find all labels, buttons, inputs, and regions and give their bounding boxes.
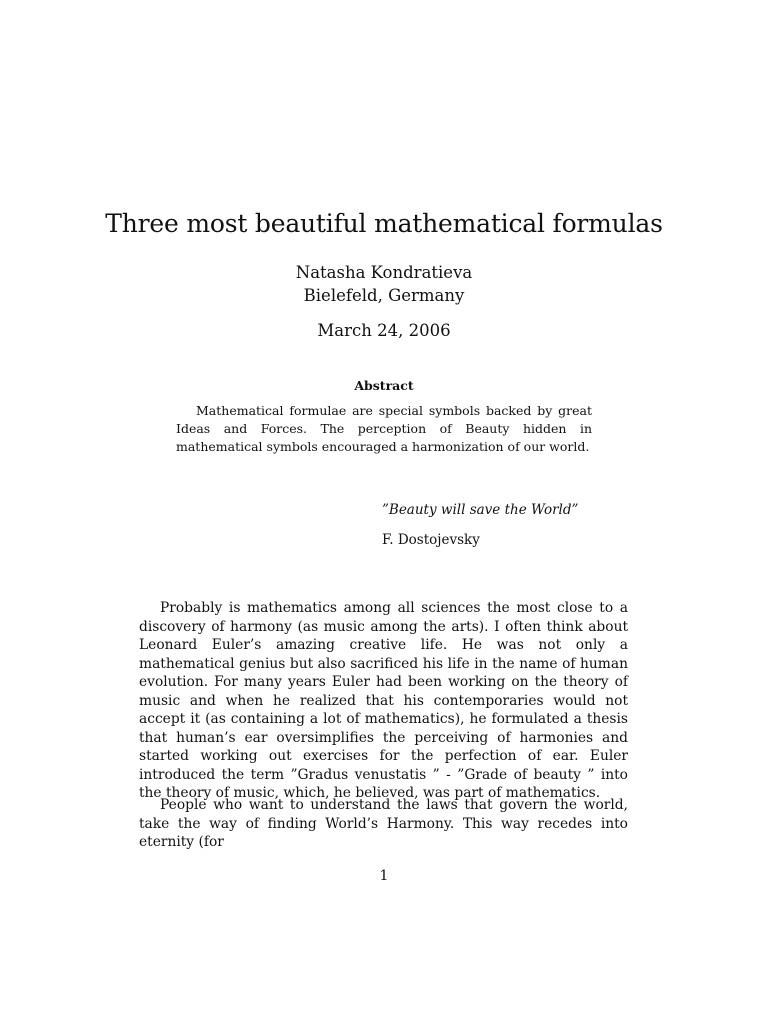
epigraph-attribution: F. Dostojevsky <box>382 532 480 548</box>
author-name: Natasha Kondratieva <box>295 263 473 282</box>
paper-title: Three most beautiful mathematical formulas <box>105 209 663 238</box>
body-paragraph: Probably is mathematics among all sciences the most close to a discovery of harmony (as music among the arts). I often think about Leonard Euler’s amazing creative life. He was not only a mathematical genius but also sacrificed his life in the name of human evolution. For many years Euler had been working on the theory of music and when he realized that his contemporaries would not accept it (as containing a lot of mathematics), he formulated a thesis that human’s ear oversimplifies the perceiving of harmonies and started working out exercises for the perfection of ear. Euler introduced the term ”Gradus venustatis ” - ”Grade of beauty ” into the theory of music, which, he believed, was part of mathematics. <box>139 600 628 801</box>
page-number: 1 <box>379 868 389 884</box>
abstract-text: Mathematical formulae are special symbols backed by great Ideas and Forces. The perception of Beauty hidden in mathematical symbols encouraged a harmonization of our world. <box>176 403 592 454</box>
abstract-heading: Abstract <box>354 378 414 393</box>
body-paragraph: People who want to understand the laws that govern the world, take the way of finding World’s Harmony. This way recedes into eternity (for <box>139 797 628 850</box>
author-affiliation: Bielefeld, Germany <box>303 286 465 305</box>
publication-date: March 24, 2006 <box>317 321 451 340</box>
epigraph-quote: ”Beauty will save the World” <box>382 502 579 518</box>
